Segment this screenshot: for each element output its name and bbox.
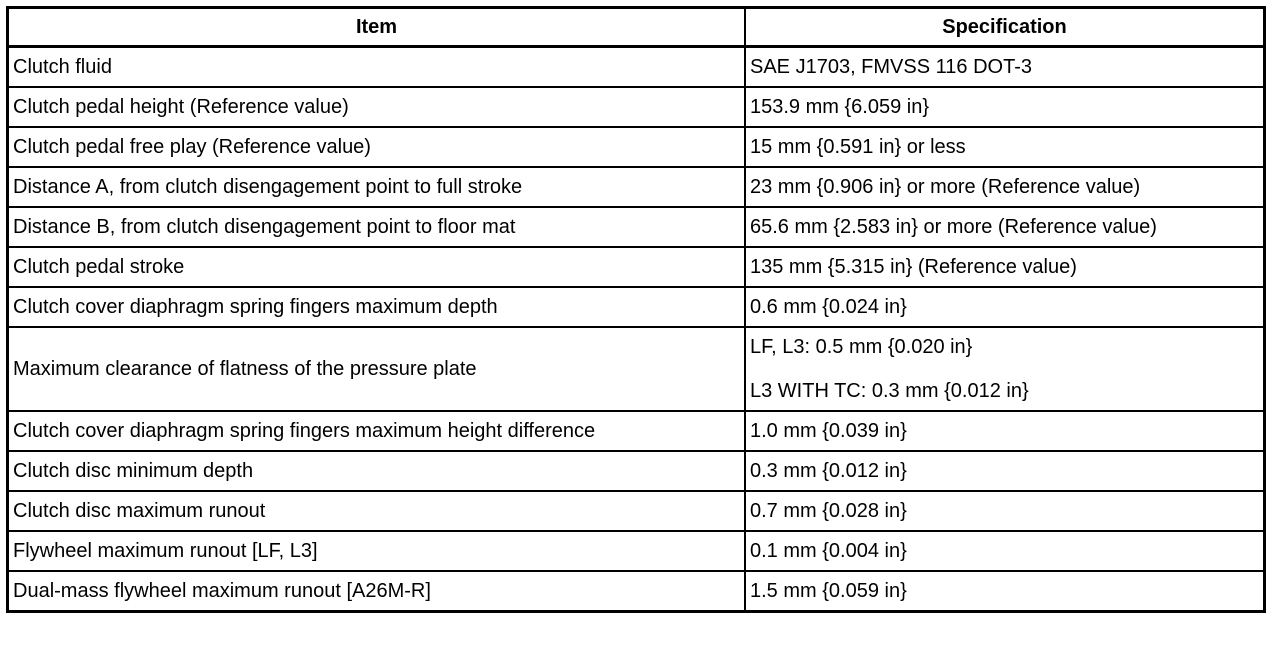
- table-row: [8, 571, 1265, 612]
- item-cell: Clutch pedal stroke: [8, 247, 746, 287]
- table-header: [8, 8, 1265, 47]
- table-row: [8, 207, 1265, 247]
- table-row: [8, 491, 1265, 531]
- column-header-specification: Specification: [745, 8, 1265, 47]
- spec-cell: 153.9 mm {6.059 in}: [745, 87, 1265, 127]
- table-row: [8, 87, 1265, 127]
- table-row: [8, 451, 1265, 491]
- item-cell: Clutch cover diaphragm spring fingers maximum height difference: [8, 411, 746, 451]
- item-cell: Clutch disc minimum depth: [8, 451, 746, 491]
- item-cell: Clutch pedal height (Reference value): [8, 87, 746, 127]
- spec-cell: 0.3 mm {0.012 in}: [745, 451, 1265, 491]
- table-row: [8, 287, 1265, 327]
- table-row: [8, 127, 1265, 167]
- spec-line: LF, L3: 0.5 mm {0.020 in}: [750, 336, 973, 358]
- item-cell: Maximum clearance of flatness of the pressure plate: [8, 327, 746, 411]
- spec-cell: 0.6 mm {0.024 in}: [745, 287, 1265, 327]
- table-row: [8, 531, 1265, 571]
- item-cell: Flywheel maximum runout [LF, L3]: [8, 531, 746, 571]
- spec-cell: SAE J1703, FMVSS 116 DOT-3: [745, 47, 1265, 88]
- item-cell: Clutch cover diaphragm spring fingers maximum depth: [8, 287, 746, 327]
- spec-cell: 23 mm {0.906 in} or more (Reference value): [745, 167, 1265, 207]
- specification-table: [6, 6, 1266, 613]
- header-row: [8, 8, 1265, 47]
- table-body: [8, 47, 1265, 612]
- spec-cell: 0.1 mm {0.004 in}: [745, 531, 1265, 571]
- spec-cell: 1.0 mm {0.039 in}: [745, 411, 1265, 451]
- spec-cell-multi: [745, 327, 1265, 411]
- item-cell: Clutch pedal free play (Reference value): [8, 127, 746, 167]
- spec-cell: 15 mm {0.591 in} or less: [745, 127, 1265, 167]
- column-header-item: Item: [8, 8, 746, 47]
- spec-cell: 1.5 mm {0.059 in}: [745, 571, 1265, 612]
- table-row: [8, 411, 1265, 451]
- table-row: [8, 247, 1265, 287]
- item-cell: Distance A, from clutch disengagement point to full stroke: [8, 167, 746, 207]
- item-cell: Dual-mass flywheel maximum runout [A26M-R]: [8, 571, 746, 612]
- spec-line: L3 WITH TC: 0.3 mm {0.012 in}: [750, 380, 1029, 402]
- spec-cell: 65.6 mm {2.583 in} or more (Reference value): [745, 207, 1265, 247]
- spec-cell: 135 mm {5.315 in} (Reference value): [745, 247, 1265, 287]
- spec-cell: 0.7 mm {0.028 in}: [745, 491, 1265, 531]
- item-cell: Clutch disc maximum runout: [8, 491, 746, 531]
- table-row: [8, 167, 1265, 207]
- table-row: [8, 327, 1265, 411]
- item-cell: Clutch fluid: [8, 47, 746, 88]
- item-cell: Distance B, from clutch disengagement point to floor mat: [8, 207, 746, 247]
- table-row: [8, 47, 1265, 88]
